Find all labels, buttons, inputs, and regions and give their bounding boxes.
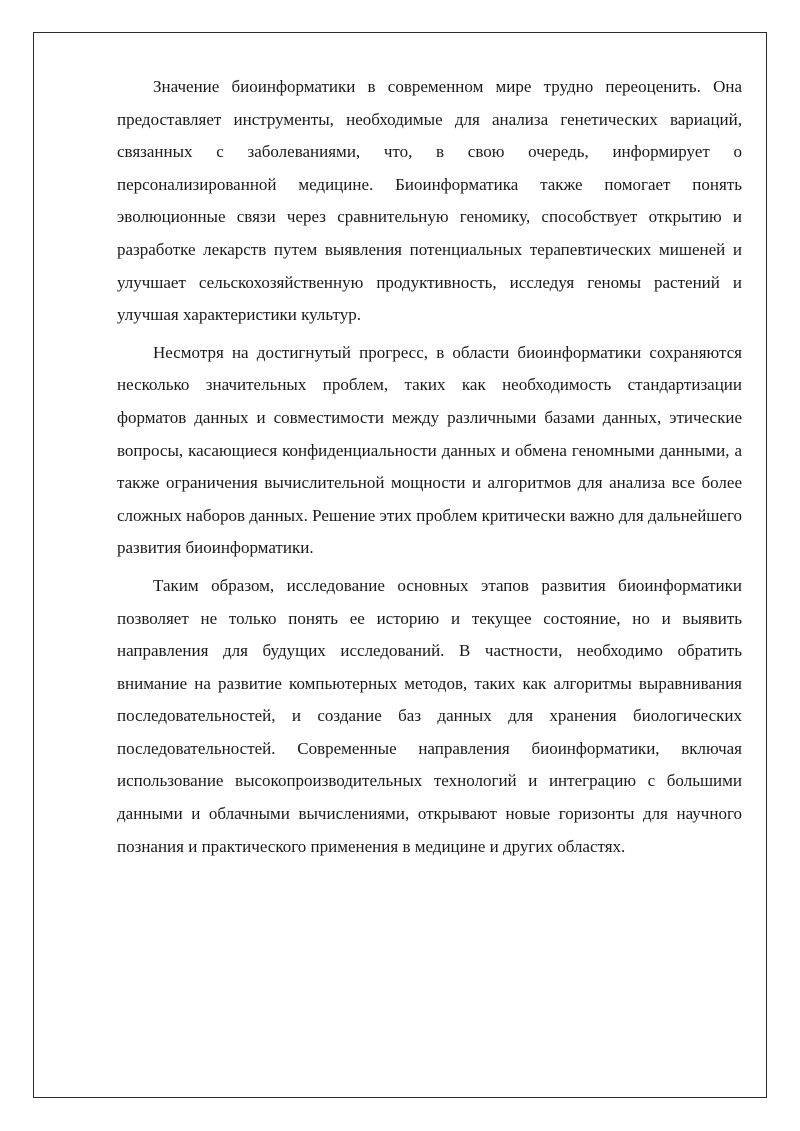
document-body [117, 71, 742, 868]
paragraph-3: Таким образом, исследование основных этапов развития биоинформатики позволяет не только понять ее историю и текущее состояние, но и выявить направления для будущих исследований. В частности, необходимо обратить внимание на развитие компьютерных методов, таких как алгоритмы выравнивания последовательностей, и создание баз данных для хранения биологических последовательностей. Современные направления биоинформатики, включая использование высокопроизводительных технологий и интеграцию с большими данными и облачными вычислениями, открывают новые горизонты для научного познания и практического применения в медицине и других областях. [117, 575, 742, 856]
paragraph-2: Несмотря на достигнутый прогресс, в области биоинформатики сохраняются несколько значительных проблем, таких как необходимость стандартизации форматов данных и совместимости между различными базами данных, этические вопросы, касающиеся конфиденциальности данных и обмена геномными данными, а также ограничения вычислительной мощности и алгоритмов для анализа все более сложных наборов данных. Решение этих проблем критически важно для дальнейшего развития биоинформатики. [117, 342, 742, 558]
paragraph-1: Значение биоинформатики в современном мире трудно переоценить. Она предоставляет инструменты, необходимые для анализа генетических вариаций, связанных с заболеваниями, что, в свою очередь, информирует о персонализированной медицине. Биоинформатика также помогает понять эволюционные связи через сравнительную геномику, способствует открытию и разработке лекарств путем выявления потенциальных терапевтических мишеней и улучшает сельскохозяйственную продуктивность, исследуя геномы растений и улучшая характеристики культур. [117, 77, 742, 325]
